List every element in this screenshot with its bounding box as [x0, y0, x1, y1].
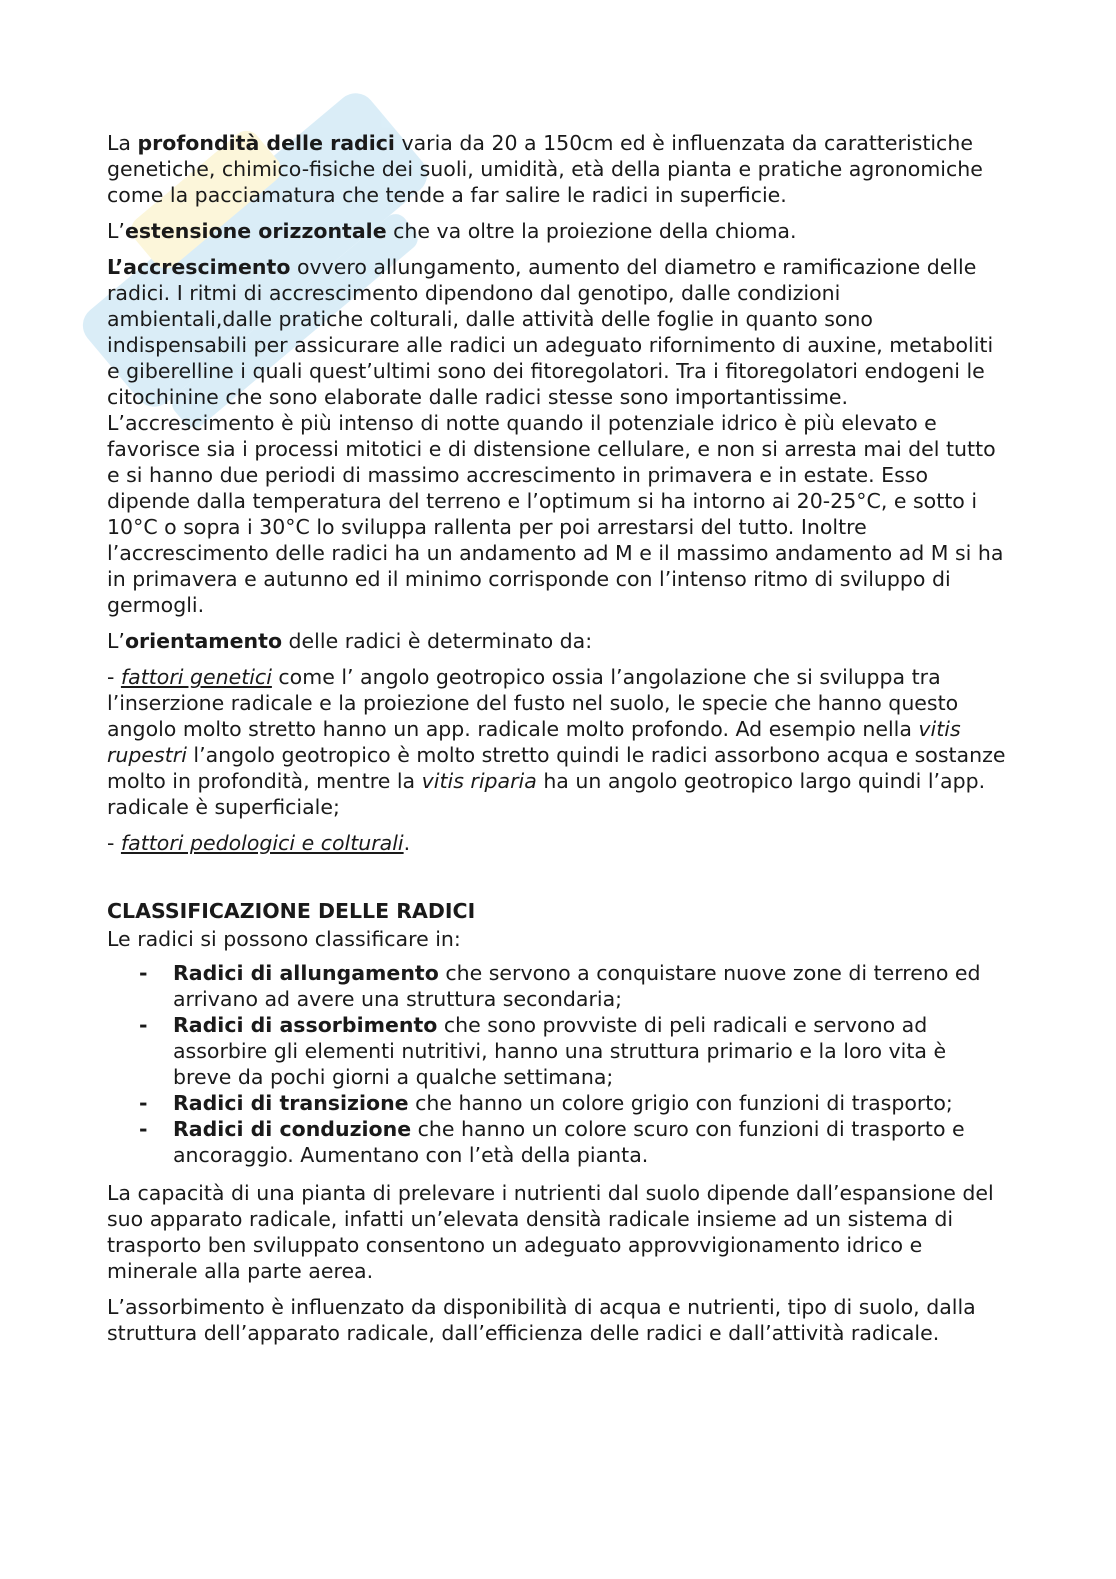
list-item: - Radici di allungamento che servono a conquistare nuove zone di terreno ed arrivano ad avere una struttura secondaria; [139, 961, 981, 1011]
term-fattori-pedologici: fattori pedologici e colturali [120, 831, 404, 855]
paragraph-accrescimento: L’accrescimento ovvero allungamento, aumento del diametro e ramificazione delle radici. I ritmi di accrescimento dipendono dal genotipo, dalle condizioni ambientali,dalle pratiche colturali, dalle attività delle foglie in quanto sono indispensabili per assicurare alle radici un adeguato rifornimento di auxine, metaboliti e giberelline i quali quest’ultimi sono dei fitoregolatori. Tra i fitoregolatori endogeni le citochinine che sono elaborate dalle radici stesse sono importantissime. L’accrescimento è più intenso di notte quando il potenziale idrico è più elevato e favorisce sia i processi mitotici e di distensione cellulare, e non si arresta mai del tutto e si hanno due periodi di massimo accrescimento in primavera e in estate. Esso dipende dalla temperatura del terreno e l’optimum si ha intorno ai 20-25°C, e sotto i 10°C o sopra i 30°C lo sviluppa rallenta per poi arrestarsi del tutto. Inoltre l’accrescimento delle radici ha un andamento ad M e il massimo andamento ad M si ha in primavera e autunno ed il minimo corrisponde con l’intenso ritmo di sviluppo di germogli. [107, 255, 1004, 617]
paragraph-fattori-pedologici: - fattori pedologici e colturali. [107, 831, 411, 855]
document-page [107, 130, 1007, 1356]
term-estensione: estensione orizzontale [124, 219, 387, 243]
list-item: - Radici di transizione che hanno un colore grigio con funzioni di trasporto; [139, 1091, 953, 1115]
term-vitis-riparia: vitis riparia [421, 769, 537, 793]
root-types-list [107, 960, 1007, 1168]
list-item: - Radici di assorbimento che sono provviste di peli radicali e servono ad assorbire gli elementi nutritivi, hanno una struttura primario e la loro vita è breve da pochi giorni a qualche settimana; [139, 1013, 947, 1089]
section-intro: Le radici si possono classificare in: [107, 927, 461, 951]
term-accrescimento: L’accrescimento [107, 255, 291, 279]
term-orientamento: orientamento [124, 629, 283, 653]
section-heading: CLASSIFICAZIONE DELLE RADICI [107, 899, 476, 923]
paragraph-capacita: La capacità di una pianta di prelevare i nutrienti dal suolo dipende dall’espansione del suo apparato radicale, infatti un’elevata densità radicale insieme ad un sistema di trasporto ben sviluppato consentono un adeguato approvvigionamento idrico e minerale alla parte aerea. [107, 1181, 994, 1283]
paragraph-estensione: L’estensione orizzontale che va oltre la proiezione della chioma. [107, 219, 797, 243]
paragraph-profondita: La profondità delle radici varia da 20 a 150cm ed è influenzata da caratteristiche genetiche, chimico-fisiche dei suoli, umidità, età della pianta e pratiche agronomiche come la pacciamatura che tende a far salire le radici in superficie. [107, 131, 983, 207]
term-fattori-genetici: fattori genetici [120, 665, 272, 689]
paragraph-orientamento: L’orientamento delle radici è determinato da: [107, 629, 593, 653]
paragraph-assorbimento: L’assorbimento è influenzato da disponibilità di acqua e nutrienti, tipo di suolo, dalla struttura dell’apparato radicale, dall’efficienza delle radici e dall’attività radicale. [107, 1295, 976, 1345]
list-item: - Radici di conduzione che hanno un colore scuro con funzioni di trasporto e ancoraggio. Aumentano con l’età della pianta. [139, 1117, 965, 1167]
term-profondita: profondità delle radici [137, 131, 395, 155]
term-vitis-rupestri: vitis rupestri [107, 717, 961, 767]
paragraph-fattori-genetici: - fattori genetici come l’ angolo geotropico ossia l’angolazione che si sviluppa tra l’inserzione radicale e la proiezione del fusto nel suolo, le specie che hanno questo angolo molto stretto hanno un app. radicale molto profondo. Ad esempio nella vitis rupestri l’angolo geotropico è molto stretto quindi le radici assorbono acqua e sostanze molto in profondità, mentre la vitis riparia ha un angolo geotropico largo quindi l’app. radicale è superficiale; [107, 665, 1006, 819]
